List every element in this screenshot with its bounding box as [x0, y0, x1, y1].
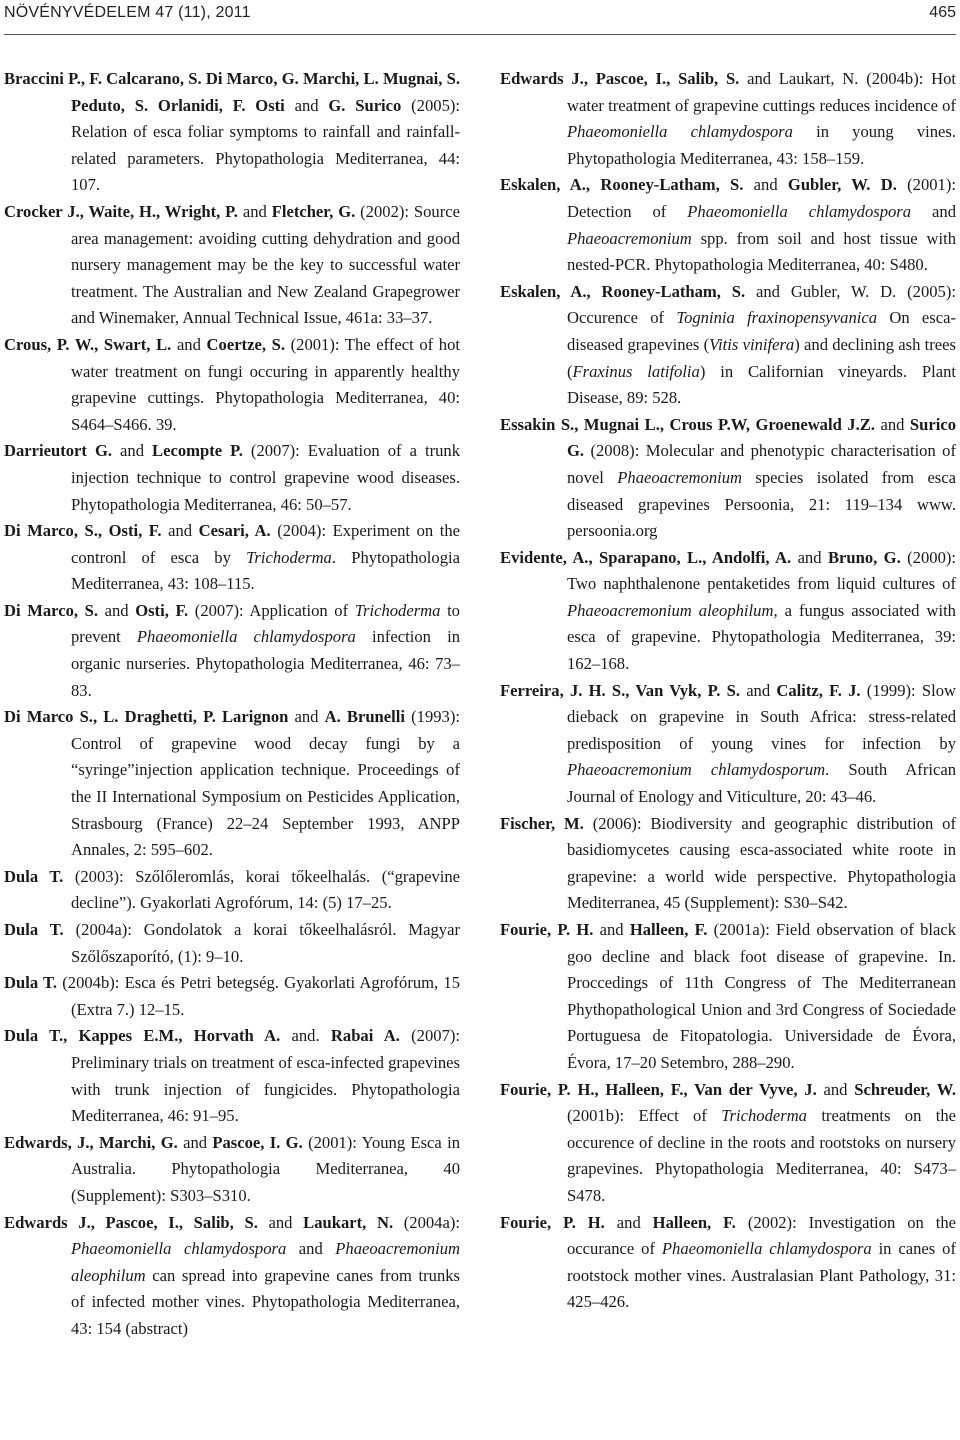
- italic-term: Trichoderma: [246, 547, 332, 567]
- reference-text: and: [171, 334, 207, 354]
- author-names: Ferreira, J. H. S., Van Vyk, P. S.: [500, 680, 740, 700]
- reference-text: (2000): Two naphthalenone pentaketides from liquid cultures of: [567, 547, 957, 594]
- author-names: Eskalen, A., Rooney-Latham, S.: [500, 281, 746, 301]
- author-names: Pascoe, I. G.: [212, 1132, 303, 1152]
- reference-text: (1999): Slow dieback on grapevine in South Africa: stress-related predisposition of young vines for infection by: [567, 680, 956, 753]
- reference-text: in young vines. Phytopathologia Mediterranea, 43: 158–159.: [567, 122, 957, 168]
- reference-text: (1993): Control of grapevine wood decay fungi by a “syringe”injection application technique. Proceedings of the II International Symposium on Pesticides Application, Strasbourg (France) 22–24 September 1993, ANPP Annales, 2: 595–602.: [71, 707, 460, 860]
- author-names: Dula T.: [4, 866, 64, 886]
- author-names: Lecompte P.: [152, 441, 243, 461]
- author-names: Crocker J., Waite, H., Wright, P.: [4, 201, 238, 221]
- reference-text: and: [98, 600, 136, 620]
- reference-entry: [4, 199, 460, 332]
- reference-entry: [500, 412, 956, 545]
- author-names: Dula T.: [4, 920, 64, 939]
- reference-entry: [500, 917, 956, 1077]
- author-names: Cesari, A.: [198, 521, 271, 541]
- reference-text: (2007): Evaluation of a trunk injection technique to control grapevine wood diseases. Phytopathologia Mediterranea, 46: 50–57.: [71, 441, 460, 514]
- reference-text: (2001b): Effect of: [567, 1106, 722, 1126]
- reference-text: infection in organic nurseries. Phytopathologia Mediterranea, 46: 73–83.: [71, 627, 460, 700]
- reference-text: and: [739, 680, 777, 700]
- italic-term: Phaeoacremonium aleophilum: [71, 1239, 460, 1285]
- author-names: Bruno, G.: [827, 547, 901, 567]
- reference-text: and: [257, 1212, 304, 1232]
- reference-text: and: [604, 1212, 653, 1232]
- reference-entry: [500, 172, 956, 278]
- reference-text: and: [237, 201, 272, 221]
- reference-text: can spread into grapevine canes from trunks of infected mother vines. Phytopathologia Mediterranea, 43: 154 (abstract): [71, 1265, 460, 1338]
- italic-term: Togninia fraxinopensyvanica: [676, 308, 878, 328]
- author-names: Evidente, A., Sparapano, L., Andolfi, A.: [500, 547, 792, 567]
- italic-term: Phaeoacremonium aleophilum: [567, 600, 774, 620]
- author-names: Darrieutort G.: [4, 441, 113, 461]
- reference-entry: [500, 279, 956, 412]
- author-names: Essakin S., Mugnai L., Crous P.W, Groenewald J.Z.: [500, 414, 875, 434]
- reference-entry: [500, 66, 956, 172]
- reference-entry: [4, 1023, 460, 1129]
- author-names: Edwards J., Pascoe, I., Salib, S.: [4, 1212, 258, 1232]
- author-names: G. Surico: [328, 95, 402, 115]
- author-names: Fourie, P. H., Halleen, F., Van der Vyve, J.: [500, 1079, 817, 1099]
- author-names: Dula T.: [4, 973, 58, 993]
- reference-entry: [4, 917, 460, 970]
- reference-text: and: [911, 201, 957, 221]
- author-names: Edwards, J., Marchi, G.: [4, 1132, 178, 1152]
- journal-title: NÖVÉNYVÉDELEM 47 (11), 2011: [4, 4, 251, 21]
- page-number: 465: [929, 4, 956, 21]
- reference-text: spp. from soil and host tissue with nested-PCR. Phytopathologia Mediterranea, 40: S480.: [567, 228, 956, 275]
- reference-text: (2002): Investigation on the occurance of: [567, 1212, 956, 1259]
- reference-text: (2008): Molecular and phenotypic characterisation of novel: [567, 441, 956, 487]
- reference-text: (2004a): Gondolatok a korai tőkeelhalásról. Magyar Szőlőszaporító, (1): 9–10.: [63, 920, 460, 966]
- italic-term: Phaeomoniella chlamydospora: [661, 1239, 872, 1259]
- reference-text: and: [743, 175, 788, 195]
- reference-text: and: [874, 414, 910, 434]
- reference-text: (2006): Biodiversity and geographic distribution of basidiomycetes causing esca-associated white roote in grapevine: a world wide perspective. Phytopathologia Mediterranea, 45 (Supplement): S30–S42.: [567, 813, 956, 913]
- author-names: Halleen, F.: [652, 1212, 736, 1232]
- italic-term: Trichoderma: [354, 600, 441, 620]
- author-names: Di Marco, S.: [4, 600, 99, 620]
- reference-text: and: [593, 920, 630, 939]
- running-header: [4, 4, 956, 30]
- author-names: Rabai A.: [330, 1026, 400, 1046]
- italic-term: Phaeomoniella chlamydospora: [687, 201, 912, 221]
- italic-term: Phaeomoniella chlamydospora: [136, 627, 356, 647]
- reference-text: species isolated from esca diseased grapevines Persoonia, 21: 119–134 www. persoonia.org: [567, 467, 956, 541]
- reference-entry: [4, 1130, 460, 1210]
- reference-text: (2004): Experiment on the contronl of esca by: [71, 521, 460, 567]
- reference-text: (2004b): Esca és Petri betegség. Gyakorlati Agrofórum, 15 (Extra 7.) 12–15.: [57, 973, 461, 1019]
- italic-term: Trichoderma: [721, 1106, 807, 1126]
- reference-text: (2001): Detection of: [567, 175, 956, 221]
- reference-text: . South African Journal of Enology and Viticulture, 20: 43–46.: [567, 760, 956, 807]
- reference-text: treatments on the occurence of decline in the roots and rootstoks on nursery grapevines. Phytopathologia Mediterranea, 40: S473–S478.: [567, 1106, 956, 1205]
- italic-term: Phaeomoniella chlamydospora: [567, 122, 793, 142]
- author-names: Fletcher, G.: [271, 201, 356, 221]
- reference-text: (2007): Preliminary trials on treatment of esca-infected grapevines with trunk injection of fungicides. Phytopathologia Mediterranea, 46: 91–95.: [71, 1026, 461, 1126]
- author-names: Dula T., Kappes E.M., Horvath A.: [4, 1026, 281, 1046]
- reference-text: and: [286, 1239, 336, 1259]
- author-names: A. Brunelli: [324, 707, 405, 727]
- reference-text: On esca-diseased grapevines (: [567, 308, 956, 354]
- header-rule: [4, 34, 956, 35]
- reference-entry: [4, 438, 460, 518]
- author-names: Halleen, F.: [629, 920, 708, 939]
- author-names: Laukart, N.: [303, 1212, 394, 1232]
- reference-text: (2005): Relation of esca foliar symptoms to rainfall and rainfall-related parameters. Phytopathologia Mediterranea, 44: 107.: [71, 95, 460, 195]
- italic-term: Phaeoacremonium: [567, 228, 692, 248]
- reference-text: (2001): Young Esca in Australia. Phytopathologia Mediterranea, 40 (Supplement): S303–S310.: [71, 1132, 460, 1205]
- reference-entry: [500, 1210, 956, 1316]
- author-names: Di Marco, S., Osti, F.: [4, 521, 162, 541]
- italic-term: Phaeoacremonium: [617, 467, 743, 487]
- italic-term: Phaeomoniella chlamydospora: [71, 1239, 287, 1259]
- author-names: Fischer, M.: [500, 813, 584, 833]
- reference-text: ) in Californian vineyards. Plant Disease, 89: 528.: [567, 361, 956, 408]
- author-names: Crous, P. W., Swart, L.: [4, 334, 172, 354]
- reference-text: and: [288, 707, 325, 727]
- reference-text: (2003): Szőlőleromlás, korai tőkeelhalás. (“grapevine decline”). Gyakorlati Agrofórum, 14: (5) 17–25.: [63, 866, 461, 913]
- reference-entry: [500, 811, 956, 917]
- reference-text: to prevent: [71, 600, 460, 647]
- reference-entry: [4, 598, 460, 704]
- author-names: Eskalen, A., Rooney-Latham, S.: [500, 175, 744, 195]
- reference-text: (2001): The effect of hot water treatment on fungi occuring in apparently healthy grapevine cuttings. Phytopathologia Mediterranea, 40: S464–S466. 39.: [71, 334, 460, 434]
- author-names: Schreuder, W.: [854, 1079, 956, 1099]
- italic-term: Fraxinus latifolia: [572, 361, 700, 381]
- reference-entry: [500, 678, 956, 811]
- right-column: [500, 66, 956, 1316]
- reference-text: and: [284, 95, 329, 115]
- reference-text: and: [177, 1132, 213, 1152]
- author-names: Coertze, S.: [206, 334, 285, 354]
- reference-text: and: [112, 441, 153, 461]
- reference-entry: [500, 545, 956, 678]
- reference-text: in canes of rootstock mother vines. Australasian Plant Pathology, 31: 425–426.: [567, 1239, 956, 1312]
- reference-text: ) and declining ash trees (: [567, 334, 956, 381]
- reference-text: and.: [280, 1026, 331, 1046]
- reference-entry: [500, 1077, 956, 1210]
- reference-text: (2002): Source area management: avoiding cutting dehydration and good nursery management may be the key to successful water treatment. The Australian and New Zealand Grapegrower and Winemaker, Annual Technical Issue, 461a: 33–37.: [71, 201, 460, 328]
- reference-text: , a fungus associated with esca of grapevine. Phytopathologia Mediterranea, 39: 162–168.: [567, 600, 956, 674]
- reference-text: and: [816, 1079, 855, 1099]
- italic-term: Phaeoacremonium chlamydosporum: [567, 760, 826, 780]
- reference-text: and Gubler, W. D. (2005): Occurence of: [567, 281, 956, 328]
- reference-entry: [4, 332, 460, 438]
- reference-text: (2004a):: [393, 1212, 460, 1232]
- reference-entry: [4, 704, 460, 864]
- reference-entry: [4, 970, 460, 1023]
- reference-text: . Phytopathologia Mediterranea, 43: 108–115.: [71, 547, 460, 594]
- author-names: Gubler, W. D.: [787, 175, 897, 195]
- reference-text: and: [161, 521, 199, 541]
- author-names: Edwards J., Pascoe, I., Salib, S.: [500, 69, 740, 88]
- reference-entry: [4, 1210, 460, 1343]
- author-names: Di Marco S., L. Draghetti, P. Larignon: [4, 707, 289, 727]
- author-names: Braccini P., F. Calcarano, S. Di Marco, G. Marchi, L. Mugnai, S. Peduto, S. Orlanidi, F. Osti: [4, 69, 460, 115]
- reference-text: and Laukart, N. (2004b): Hot water treatment of grapevine cuttings reduces incidence of: [567, 69, 956, 115]
- reference-text: (2007): Application of: [188, 600, 355, 620]
- author-names: Calitz, F. J.: [776, 680, 861, 700]
- reference-entry: [4, 864, 460, 917]
- reference-text: (2001a): Field observation of black goo decline and black foot disease of grapevine. In. Proccedings of 11th Congress of The Mediterranean Phythopathological Union and 3rd Congress of Sociedade Portuguesa de Fitopatologia. Universidade de Évora, Évora, 17–20 Setembro, 288–290.: [567, 920, 957, 1072]
- reference-text: and: [791, 547, 828, 567]
- left-column: [4, 66, 460, 1343]
- italic-term: Vitis vinifera: [709, 334, 795, 354]
- author-names: Osti, F.: [135, 600, 189, 620]
- author-names: Fourie, P. H.: [500, 1212, 605, 1232]
- author-names: Surico G.: [567, 414, 957, 461]
- author-names: Fourie, P. H.: [500, 920, 594, 939]
- reference-entry: [4, 66, 460, 199]
- reference-entry: [4, 518, 460, 598]
